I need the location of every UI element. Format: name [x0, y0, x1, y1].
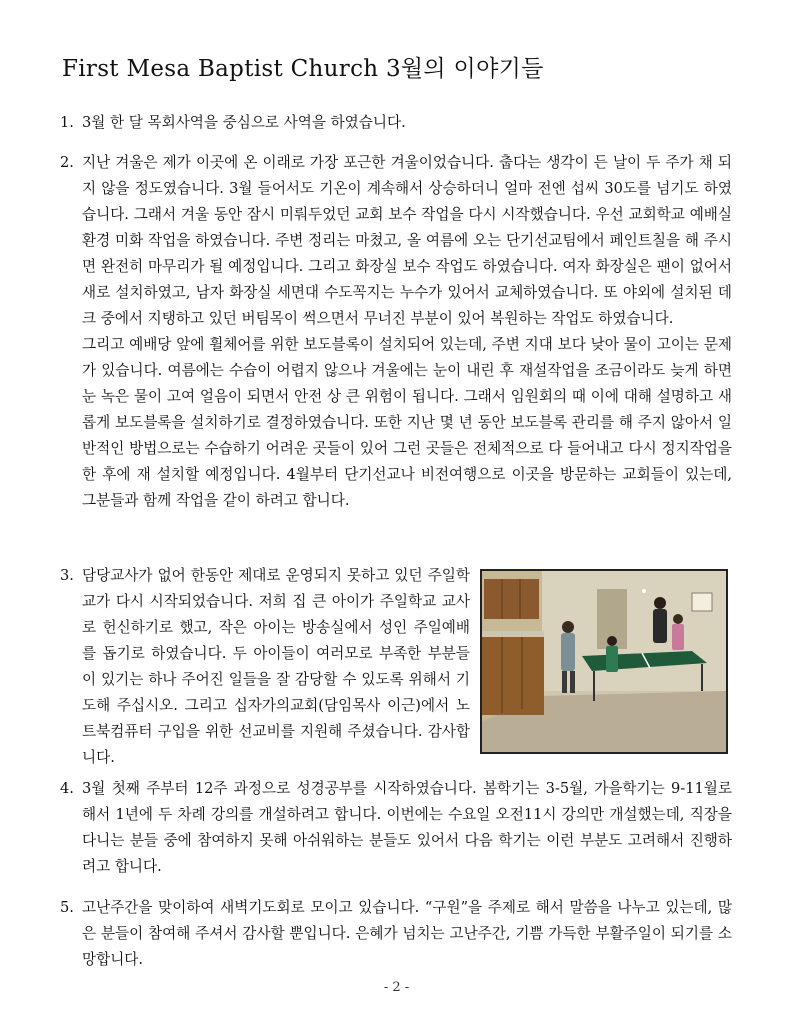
- page-number: - 2 -: [383, 980, 410, 995]
- item-paragraph: 3월 한 달 목회사역을 중심으로 사역을 하였습니다.: [82, 114, 406, 131]
- lower-cabinets: [482, 637, 544, 715]
- list-item-2: [60, 150, 732, 514]
- counter: [482, 631, 544, 637]
- upper-cabinets: [484, 579, 539, 619]
- list-item-3: [60, 563, 470, 771]
- item-number: 5.: [60, 899, 74, 916]
- list-item-5: [60, 895, 732, 973]
- player-left: [562, 621, 574, 633]
- page-title: First Mesa Baptist Church 3월의 이야기들: [62, 56, 544, 82]
- item-number: 2.: [60, 154, 74, 171]
- item-paragraph: 그리고 예배당 앞에 휠체어를 위한 보도블록이 설치되어 있는데, 주변 지대 보다 낮아 물이 고이는 문제가 있습니다. 여름에는 수습이 어렵지 않으나 겨울에는 눈이 내린 후 재설작업을 조금이라도 늦게 하면 눈 녹은 물이 고여 얼음이 되면서 안전 상 큰 위험이 됩니다. 그래서 임원회의 때 이에 대해 설명하고 새롭게 보도블록을 설치하기로 결정하였습니다. 또한 지난 몇 년 동안 보도블록 관리를 해 주지 않아서 일반적인 방법으로는 수습하기 어려운 곳들이 있어 그런 곳들은 전체적으로 다 들어내고 다시 정지작업을 한 후에 재 설치할 예정입니다. 4월부터 단기선교나 비전여행으로 이곳을 방문하는 교회들이 있는데, 그분들과 함께 작업을 같이 하려고 합니다.: [82, 336, 732, 509]
- item-paragraph: 담당교사가 없어 한동안 제대로 운영되지 못하고 있던 주일학교가 다시 시작되었습니다. 저희 집 큰 아이가 주일학교 교사로 헌신하기로 했고, 작은 아이는 방송실에서 성인 주일예배를 돕기로 하였습니다. 두 아이들이 여러모로 부족한 부분들이 있기는 하나 주어진 일들을 잘 감당할 수 있도록 위해서 기도해 주십시오. 그리고 십자가의교회(담임목사 이근)에서 노트북컴퓨터 구입을 위한 선교비를 지원해 주셨습니다. 감사합니다.: [82, 567, 470, 766]
- player-right: [673, 614, 683, 624]
- item-number: 1.: [60, 114, 74, 131]
- item-paragraph: 고난주간을 맞이하여 새벽기도회로 모이고 있습니다. “구원”을 주제로 해서 말씀을 나누고 있는데, 많은 분들이 참여해 주셔서 감사할 뿐입니다. 은혜가 넘치는 고난주간, 기쁨 가득한 부활주일이 되기를 소망합니다.: [82, 899, 732, 968]
- item-paragraph: 지난 겨울은 제가 이곳에 온 이래로 가장 포근한 겨울이었습니다. 춥다는 생각이 든 날이 두 주가 채 되지 않을 정도였습니다. 3월 들어서도 기온이 계속해서 상승하더니 얼마 전엔 섭씨 30도를 넘기도 하였습니다. 그래서 겨울 동안 잠시 미뤄두었던 교회 보수 작업을 다시 시작했습니다. 우선 교회학교 예배실 환경 미화 작업을 하였습니다. 주변 정리는 마쳤고, 올 여름에 오는 단기선교팀에서 페인트칠을 해 주시면 완전히 마무리가 될 예정입니다. 그리고 화장실 보수 작업도 하였습니다. 여자 화장실은 팬이 없어서 새로 설치하였고, 남자 화장실 세면대 수도꼭지는 누수가 있어서 교체하였습니다. 또 야외에 설치된 데크 중에서 지탱하고 있던 버팀목이 썩으면서 무너진 부분이 있어 복원하는 작업도 하였습니다.: [82, 154, 732, 327]
- item-number: 3.: [60, 567, 74, 584]
- wall-sign: [692, 593, 712, 611]
- list-item-1: [60, 110, 732, 136]
- item-number: 4.: [60, 780, 74, 797]
- player-small: [607, 636, 617, 646]
- list-item-4: [60, 776, 732, 880]
- item-paragraph: 3월 첫째 주부터 12주 과정으로 성경공부를 시작하였습니다. 봄학기는 3-5월, 가을학기는 9-11월로 해서 1년에 두 차례 강의를 개설하려고 합니다. 이번에는 수요일 오전11시 강의만 개설했는데, 직장을 다니는 분들 중에 참여하지 못해 아쉬워하는 분들도 있어서 다음 학기는 이런 부분도 고려해서 진행하려고 합니다.: [82, 780, 732, 875]
- table-tennis-photo: [480, 569, 728, 754]
- ball: [642, 589, 646, 593]
- photo-illustration: [482, 571, 726, 752]
- player-back: [654, 597, 666, 609]
